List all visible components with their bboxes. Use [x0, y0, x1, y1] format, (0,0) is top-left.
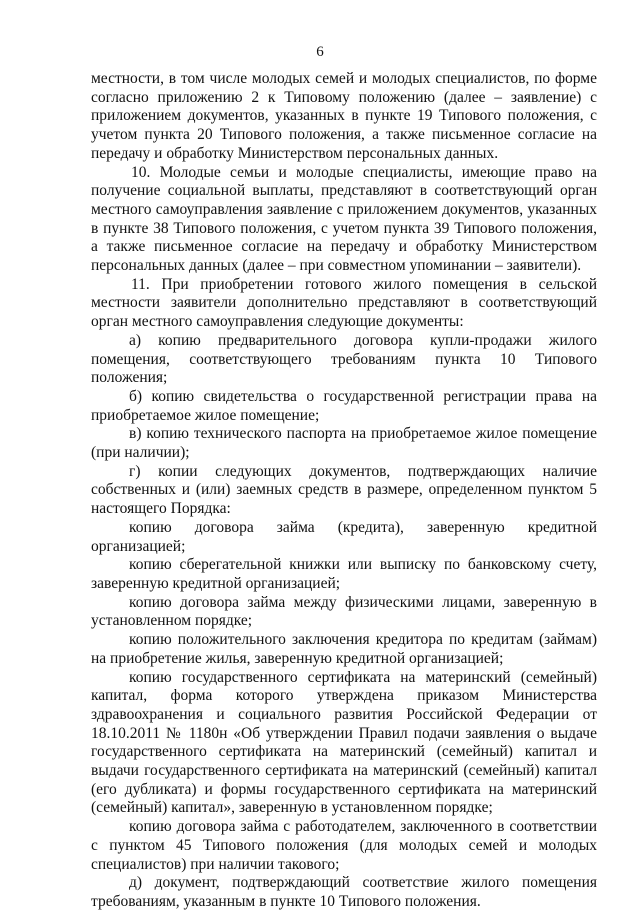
item-d: д) документ, подтверждающий соответствие жилого помещения требованиям, указанным в пункте 10 Типового положения.	[91, 874, 597, 910]
document-creditor-conclusion: копию положительного заключения кредитора по кредитам (займам) на приобретение жилья, заверенную кредитной организацией;	[91, 631, 597, 667]
document-loan-copy: копию договора займа (кредита), заверенную кредитной организацией;	[91, 518, 597, 555]
document-employer-loan: копию договора займа с работодателем, заключенного в соответствии с пунктом 45 Типового положения (для молодых семей и молодых специалистов) при наличии такового;	[91, 818, 597, 873]
document-body	[91, 70, 597, 912]
document-maternity-certificate: копию государственного сертификата на материнский (семейный) капитал, форма которого утверждена приказом Министерства здравоохранения и социального развития Российской Федерации от 18.10.2011 № 1180н «Об утверждении Правил подачи заявления о выдаче государственного сертификата на материнский (семейный) капитал и выдачи государственного сертификата на материнский (семейный) капитал (его дубликата) и формы государственного сертификата на материнский (семейный) капитал», заверенную в установленном порядке;	[91, 668, 597, 817]
paragraph-11: 11. При приобретении готового жилого помещения в сельской местности заявители дополнительно представляют в соответствующий орган местного самоуправления следующие документы:	[91, 275, 597, 331]
document-savings-book: копию сберегательной книжки или выписку по банковскому счету, заверенную кредитной организацией;	[91, 556, 597, 592]
item-v: в) копию технического паспорта на приобретаемое жилое помещение (при наличии);	[91, 425, 597, 462]
item-b: б) копию свидетельства о государственной регистрации права на приобретаемое жилое помещение;	[91, 387, 597, 424]
paragraph-continuation: местности, в том числе молодых семей и молодых специалистов, по форме согласно приложению 2 к Типовому положению (далее – заявление) с приложением документов, указанных в пункте 19 Типового положения, с учетом пункта 20 Типового положения, а также письменное согласие на передачу и обработку Министерством персональных данных.	[91, 70, 597, 162]
item-g: г) копии следующих документов, подтверждающих наличие собственных и (или) заемных средств в размере, определенном пунктом 5 настоящего Порядка:	[91, 462, 597, 518]
page-number: 6	[316, 44, 324, 60]
paragraph-10: 10. Молодые семьи и молодые специалисты, имеющие право на получение социальной выплаты, представляют в соответствующий орган местного самоуправления заявление с приложением документов, указанных в пункте 38 Типового положения, с учетом пункта 39 Типового положения, а также письменное согласие на передачу и обработку Министерством персональных данных (далее – при совместном упоминании – заявители).	[91, 163, 597, 275]
document-private-loan: копию договора займа между физическими лицами, заверенную в установленном порядке;	[91, 593, 597, 630]
item-a: а) копию предварительного договора купли-продажи жилого помещения, соответствующего требованиям пункта 10 Типового положения;	[91, 331, 597, 387]
